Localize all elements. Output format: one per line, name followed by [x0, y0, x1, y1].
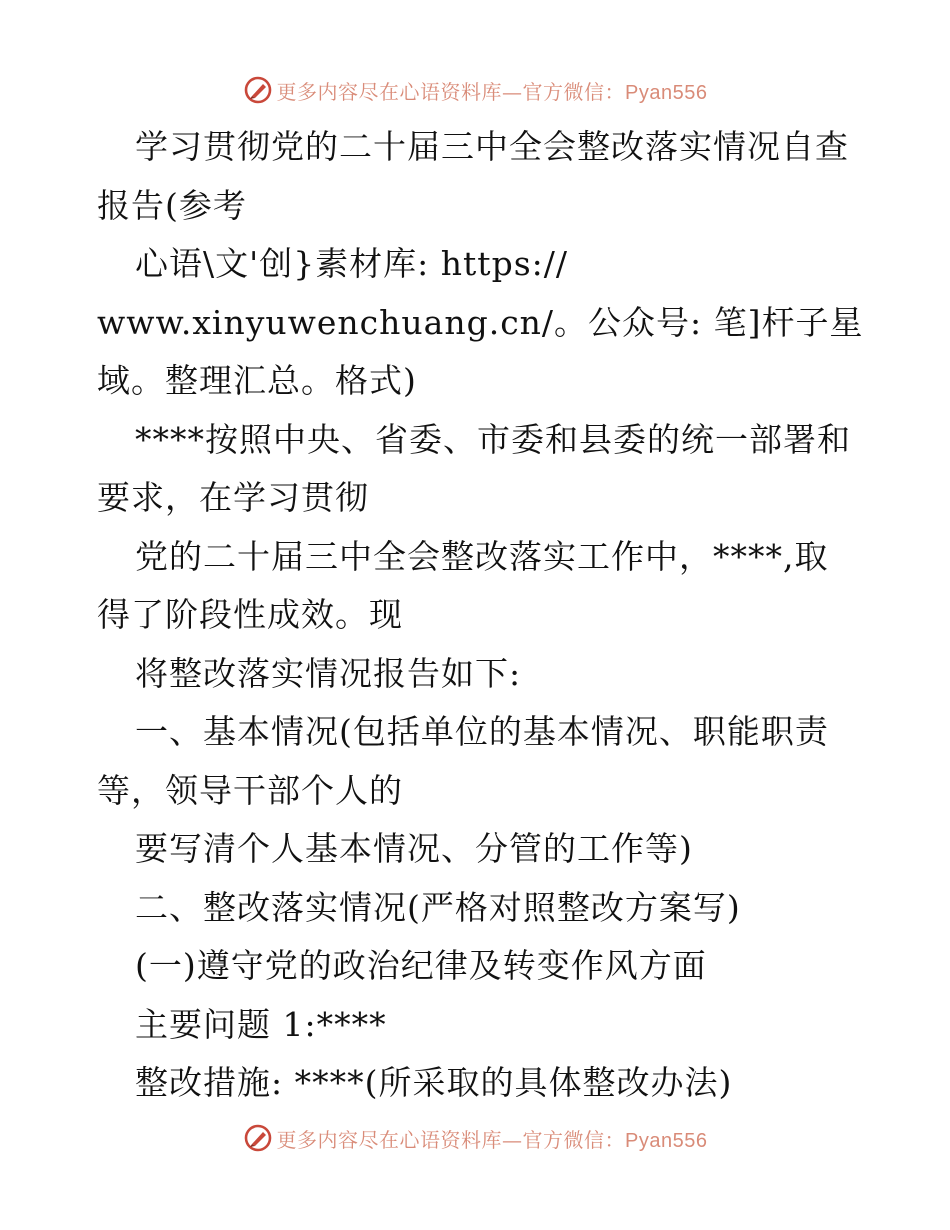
- text-line: 域。整理汇总。格式): [97, 361, 417, 400]
- text-line: 等，领导干部个人的: [97, 770, 403, 810]
- text-line: ****按照中央、省委、市委和县委的统一部署和: [135, 419, 851, 459]
- section-heading: 二、整改落实情况(严格对照整改方案写): [135, 887, 741, 927]
- text-line: www.xinyuwenchuang.cn/。公众号: 笔]杆子星: [97, 302, 864, 342]
- text-line: 要求，在学习贯彻: [97, 478, 369, 517]
- text-line: 党的二十届三中全会整改落实工作中，****,取: [135, 536, 829, 576]
- pen-logo-icon: [243, 75, 273, 105]
- header-watermark: [0, 70, 950, 110]
- text-line: 心语\文'创}素材库: https://: [135, 244, 568, 283]
- text-line: 要写清个人基本情况、分管的工作等): [135, 829, 693, 868]
- text-line: 主要问题 1:****: [135, 1004, 387, 1044]
- text-line: 得了阶段性成效。现: [97, 595, 403, 634]
- header-watermark-text: 更多内容尽在心语资料库—官方微信：Pyan556: [276, 79, 708, 104]
- section-heading: 一、基本情况(包括单位的基本情况、职能职责: [135, 712, 829, 751]
- footer-watermark: [0, 1118, 950, 1158]
- text-line: 整改措施: ****(所采取的具体整改办法): [135, 1063, 733, 1102]
- document-body: [97, 118, 864, 1113]
- text-line: 报告(参考: [97, 185, 247, 225]
- pen-logo-icon: [243, 1123, 273, 1153]
- text-line: 将整改落实情况报告如下:: [135, 653, 522, 693]
- subsection-heading: (一)遵守党的政治纪律及转变作风方面: [135, 946, 707, 985]
- text-line: 学习贯彻党的二十届三中全会整改落实情况自查: [135, 127, 849, 166]
- footer-watermark-text: 更多内容尽在心语资料库—官方微信：Pyan556: [276, 1127, 708, 1152]
